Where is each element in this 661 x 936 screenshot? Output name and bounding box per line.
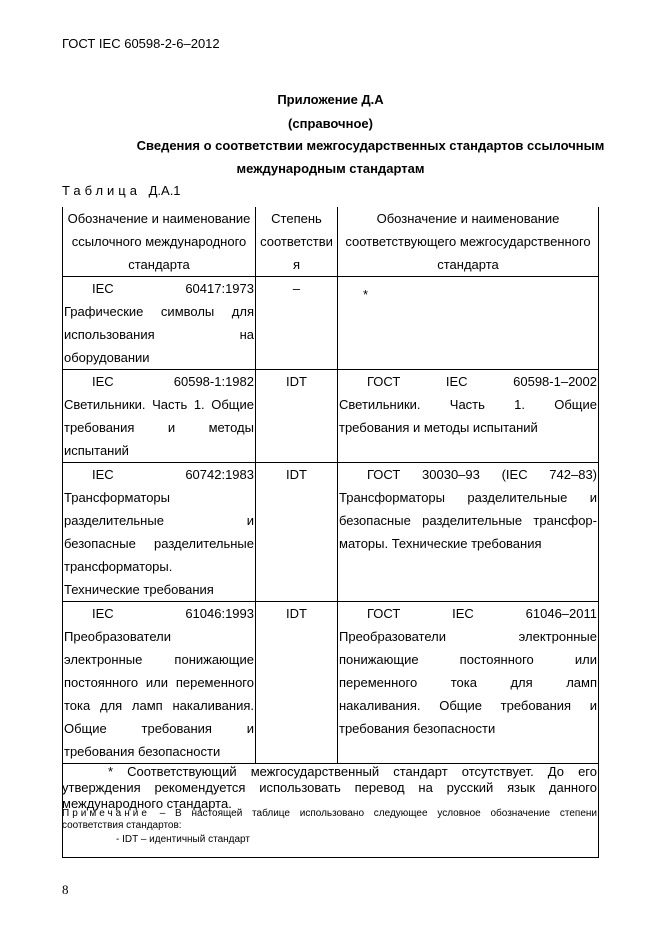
header-line: стандарта <box>437 257 499 272</box>
header-line: Обозначение и наименование <box>67 211 251 226</box>
table-caption-label: Таблица <box>62 183 141 198</box>
appendix-title: Приложение Д.А <box>277 92 384 107</box>
cell-line: постоянного или переменного <box>64 675 254 690</box>
appendix-heading-line1: Сведения о соответствии межгосударственных стандартов ссылочным <box>136 138 605 153</box>
cell-line: IEC 60598-1:1982 <box>92 374 254 389</box>
cell-line: требования безопасности <box>339 721 496 736</box>
cell-line: Светильники. Часть 1. Общие <box>339 397 597 412</box>
table-note <box>62 808 597 832</box>
page-number: 8 <box>62 882 69 897</box>
header-intl <box>63 207 256 277</box>
cell-line: использования на <box>64 327 254 342</box>
note-label: Примечание <box>62 808 150 819</box>
header-line: ссылочного международного <box>71 234 247 249</box>
appendix-kind: (справочное) <box>288 116 373 131</box>
table-header-row <box>63 207 599 277</box>
header-line: Обозначение и наименование <box>376 211 560 226</box>
cell-line: испытаний <box>64 443 129 458</box>
header-degree <box>256 207 338 277</box>
cell-line: требования и методы <box>64 420 254 435</box>
cell-line: Технические требования <box>64 582 214 597</box>
cell-line: безопасные разделительные трансфор- <box>339 513 597 528</box>
cell-line: Преобразователи <box>64 629 171 644</box>
cell-line: ГОСТ IEC 61046–2011 <box>367 606 597 621</box>
cell-line: безопасные разделительные <box>64 536 254 551</box>
degree-cell: IDT <box>256 370 338 463</box>
footnote-marker: * <box>363 287 369 302</box>
cell-line: IEC 60742:1983 <box>92 467 254 482</box>
note-paragraph <box>62 808 597 832</box>
table-row <box>63 463 599 602</box>
footnote-text: * Соответствующий межгосударственный стандарт отсутствует. До его утверждения рекомендуется использовать перевод на русский язык данного международного стандарта. <box>62 764 597 811</box>
cell-line: оборудовании <box>64 350 150 365</box>
cell-line: IEC 61046:1993 <box>92 606 254 621</box>
cell-line: Светильники. Часть 1. Общие <box>64 397 254 412</box>
cell-line: Трансформаторы <box>64 490 170 505</box>
intl-standard-cell <box>63 602 256 764</box>
cell-line: переменного тока для ламп <box>339 675 597 690</box>
cell-line: требования и методы испытаний <box>339 420 538 435</box>
table-caption-number: Д.А.1 <box>148 183 181 198</box>
intl-standard-cell <box>63 370 256 463</box>
cell-line: накаливания. Общие требования и <box>339 698 597 713</box>
table-row <box>63 602 599 764</box>
table-footnote <box>62 764 597 812</box>
cell-line: электронные понижающие <box>64 652 254 667</box>
cell-line: разделительные и <box>64 513 254 528</box>
degree-cell: IDT <box>256 463 338 602</box>
cell-line: Общие требования и <box>64 721 254 736</box>
cell-line: Графические символы для <box>64 304 254 319</box>
cell-line: тока для ламп накаливания. <box>64 698 254 713</box>
degree-cell: – <box>256 277 338 370</box>
cell-line: маторы. Технические требования <box>339 536 542 551</box>
degree-cell: IDT <box>256 602 338 764</box>
cell-line: Трансформаторы разделительные и <box>339 490 597 505</box>
document-header: ГОСТ IEC 60598-2-6–2012 <box>62 36 220 51</box>
cell-line: трансформаторы. <box>64 559 173 574</box>
cell-line: Преобразователи электронные <box>339 629 597 644</box>
cell-line: ГОСТ 30030–93 (IEC 742–83) <box>367 467 597 482</box>
header-line: я <box>292 257 301 272</box>
table-caption <box>62 183 181 198</box>
national-standard-cell <box>338 277 599 370</box>
appendix-heading-line2: международным стандартам <box>236 161 425 176</box>
cell-line: IEC 60417:1973 <box>92 281 254 296</box>
standards-table <box>62 207 599 764</box>
cell-line: ГОСТ IEC 60598-1–2002 <box>367 374 597 389</box>
table-row <box>63 370 599 463</box>
header-line: стандарта <box>128 257 190 272</box>
header-line: соответствующего межгосударственного <box>345 234 591 249</box>
header-line: соответстви <box>260 234 333 249</box>
intl-standard-cell <box>63 463 256 602</box>
cell-line: требования безопасности <box>64 744 221 759</box>
note-text: – В настоящей таблице использовано следующее условное обозначение степени соответствия стандартов: <box>62 808 597 831</box>
table-row <box>63 277 599 370</box>
national-standard-cell <box>338 602 599 764</box>
cell-line: понижающие постоянного или <box>339 652 597 667</box>
header-line: Степень <box>271 211 322 226</box>
note-item: - IDT – идентичный стандарт <box>116 834 250 845</box>
national-standard-cell <box>338 370 599 463</box>
intl-standard-cell <box>63 277 256 370</box>
header-national <box>338 207 599 277</box>
national-standard-cell <box>338 463 599 602</box>
